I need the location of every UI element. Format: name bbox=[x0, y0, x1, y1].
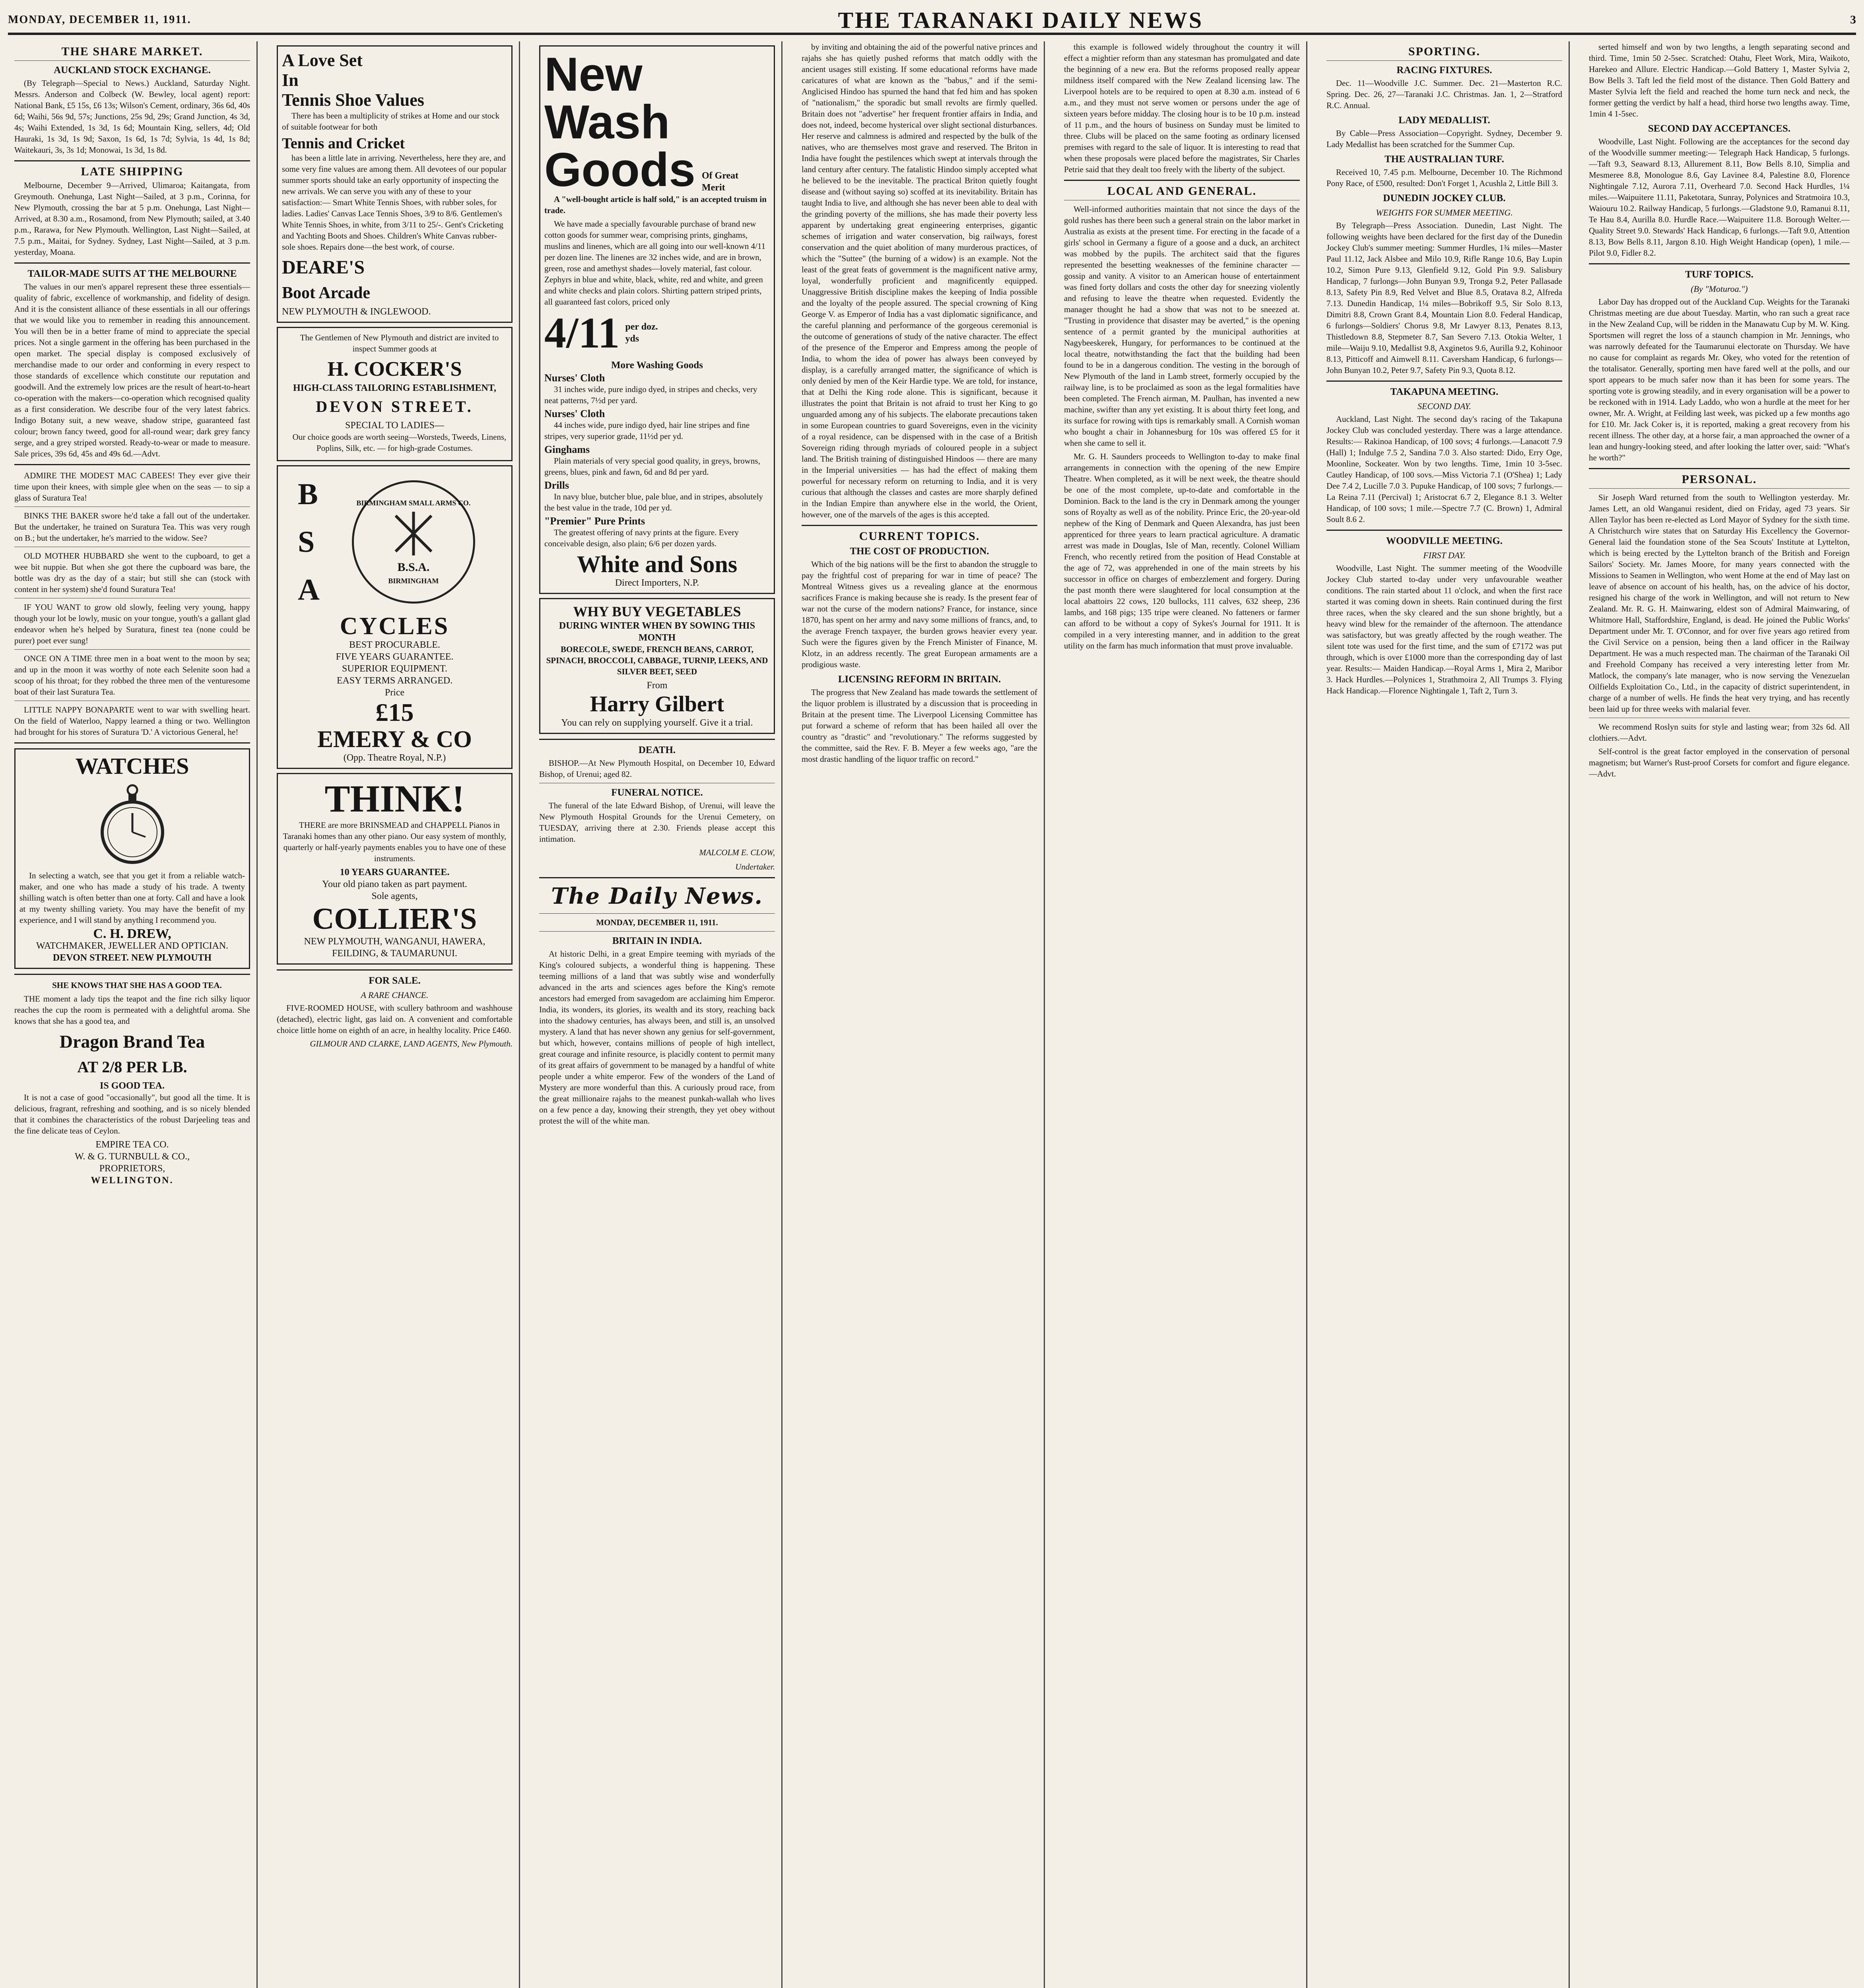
personal-text: Sir Joseph Ward returned from the south to Wellington yesterday. Mr. James Lett, an old Wanganui resident, died on Friday, aged 73 years. Sir Allen Taylor has been re-elected as Lord Mayor of Sydney for the sixth time. A Christchurch wire states that on Saturday His Excellency the Governor-General laid the foundation stone of the Sea Scouts' Institute at Lyttelton, which is being erected by the Lyttelton branch of the British and Foreign Sailors' Society. Mr. James Moore, for many years connected with the Missions to Seamen in Wellington, who went Home at the end of May last on leave of absence on account of his health, has, on the advice of his doctor, resigned his charge of the work in Wellington, and will not return to New Zealand. Mr. R. G. H. Mainwaring, eldest son of Admiral Mainwaring, of Whitmore Hall, Staffordshire, England, is dead. He joined the Public Works' Department under Mr. T. O'Connor, and for over five years ago retired from the Civil Service on a pension, being then a land officer in the Railway Department. He was a much respected man. The chairman of the Taranaki Oil and Freehold Company has received a very interesting letter from Mr. Matlock, the company's late manager, who is now serving the Venezuelan Oilfields Exploitation Co., Ltd., in the capacity of district superintendent, in charge of a number of wells. He finds the heat very trying, and has recently been laid up for three weeks with malarial fever. bbox=[1589, 493, 1850, 714]
suratura-verse-4: IF YOU WANT to grow old slowly, feeling very young, happy though your lot be lowly, music on your tongue, youth's a gallant glad endeavor when he's helped by Suratura, finest tea (none could be purer) poet ever sung! bbox=[14, 602, 250, 645]
dragon-tea-good: IS GOOD TEA. bbox=[100, 1081, 165, 1091]
racing-fixtures-text: Dec. 11—Woodville J.C. Summer. Dec. 21—Masterton R.C. Spring. Dec. 26, 27—Taranaki J.C. Christmas. Jan. 1, 2—Stratford R.C. Annual. bbox=[1326, 78, 1562, 110]
shipping-heading: LATE SHIPPING bbox=[81, 165, 184, 178]
wash-line-1: New bbox=[544, 48, 643, 101]
white-and-sons-advert bbox=[539, 45, 775, 594]
pocket-watch-icon bbox=[99, 781, 166, 865]
deare-location: NEW PLYMOUTH & INGLEWOOD. bbox=[282, 307, 431, 317]
editorial-date: MONDAY, DECEMBER 11, 1911. bbox=[596, 918, 718, 927]
suratura-verse-2: BINKS THE BAKER swore he'd take a fall out of the undertaker. But the undertaker, he trained on Suratura Tea. This was very rough on B.; but the undertaker, he's married to the widow. See? bbox=[14, 511, 250, 543]
empire-tea-1: EMPIRE TEA CO. bbox=[95, 1140, 169, 1150]
column-1 bbox=[8, 41, 258, 1988]
emery-name: EMERY & CO bbox=[317, 726, 472, 752]
personal-heading: PERSONAL. bbox=[1681, 473, 1757, 486]
masthead bbox=[8, 7, 1856, 35]
wash-line-3: Goods bbox=[544, 143, 695, 196]
turf-topics-byline: (By "Moturoa.") bbox=[1691, 284, 1748, 294]
nurses-cloth-1-text: 31 inches wide, pure indigo dyed, in stripes and checks, very neat patterns, 7½d per yard. bbox=[544, 384, 757, 405]
bsa-letter-a: A bbox=[298, 573, 320, 606]
column-3 bbox=[533, 41, 782, 1988]
dragon-tea-heading: Dragon Brand Tea bbox=[59, 1031, 205, 1052]
emery-address: (Opp. Theatre Royal, N.P.) bbox=[343, 753, 446, 763]
drew-name: C. H. DREW, bbox=[93, 926, 171, 941]
suratura-verse-3: OLD MOTHER HUBBARD she went to the cupboard, to get a wee bit nuppie. But when she got there the cupboard was bare, the bottle was dry as the day of a stair; but still she can (stock with content in her system) she'd found Suratura Tea! bbox=[14, 551, 250, 594]
local-general-text-2: Mr. G. H. Saunders proceeds to Wellington to-day to make final arrangements in connection with the opening of the new Empire Theatre. When completed, as it will be next week, the theatre should be one of the most complete, up-to-date and comfortable in the Dominion. Back to the land is the cry in Denmark among the younger sons of Royalty as well as of the nobility. Prince Eric, the 20-year-old nephew of the King of Denmark and Queen Alexandra, has just been apprenticed for three years to learn practical agriculture. A dramatic arrest was made in Douglas, Isle of Man, recently. Colonel William French, who recently retired from the position of Head Constable at the age of 72, was apprehended in one of the main streets by his successor in office on charges of embezzlement and forgery. During the past month there were slaughtered for local consumption at the local abattoirs 22 cows, 120 bullocks, 111 calves, 632 sheep, 236 lambs, and 168 pigs; 135 tripe were cleaned. No fatteners or farmer can afford to be without a copy of Sykes's Journal for 1911. It is compiled in a very interesting manner, and in addition to the great utility on the farm has much information that must prove invaluable. bbox=[1064, 452, 1300, 650]
local-general-heading: LOCAL AND GENERAL. bbox=[1107, 184, 1257, 198]
tea-text: THE moment a lady tips the teapot and the fine rich silky liquor reaches the cup the room is permeated with a delightful aroma. She knows that she has a good tea, and bbox=[14, 994, 250, 1026]
funeral-heading: FUNERAL NOTICE. bbox=[611, 787, 703, 798]
cost-of-production-heading: THE COST OF PRODUCTION. bbox=[850, 546, 989, 557]
cocker-intro: The Gentlemen of New Plymouth and district are invited to inspect Summer goods at bbox=[300, 333, 499, 353]
bsa-city-text: BIRMINGHAM bbox=[388, 577, 439, 585]
colliers-address: NEW PLYMOUTH, WANGANUI, HAWERA, FEILDING, & TAUMARUNUI. bbox=[304, 936, 485, 959]
funeral-signature-1: MALCOLM E. CLOW, bbox=[699, 848, 775, 857]
daily-news-nameplate: The Daily News. bbox=[551, 883, 763, 909]
britain-in-india-heading: BRITAIN IN INDIA. bbox=[612, 936, 702, 946]
wash-line-2: Wash bbox=[544, 95, 670, 149]
wash-tagline: A "well-bought article is half sold," is an accepted truism in trade. bbox=[544, 194, 767, 215]
suratura-verse-1: ADMIRE THE MODEST MAC CABEES! They ever give their time upon their knees, with simple glee when on the seas — to sip a glass of Suratura Tea! bbox=[14, 471, 250, 503]
funeral-text: The funeral of the late Edward Bishop, of Urenui, will leave the New Plymouth Hospital Grounds for the Urenui Cemetery, on TUESDAY, arriving there at 2.30. Friends please accept this intimation. bbox=[539, 801, 775, 844]
think-agents: Sole agents, bbox=[371, 891, 418, 901]
wash-text: We have made a specially favourable purchase of brand new cotton goods for summer wear, comprising prints, ginghams, muslins and linenes, which are all going into our well-known 4/11 per dozen line. The linenes are 32 inches wide, and are in brown, green, rose and amethyst shades—lovely material, fast colour. Zephyrs in blue and white, black, white, red and white, and green and white checks and plain colors. Shirting pattern striped prints, all guaranteed fast colors, priced only bbox=[544, 219, 766, 307]
lady-medallist-text: By Cable—Press Association—Copyright. Sydney, December 9. Lady Medallist has been scratched for the Summer Cup. bbox=[1326, 128, 1562, 149]
deare-arcade: Boot Arcade bbox=[282, 284, 371, 302]
tennis-cricket-text: has been a little late in arriving. Nevertheless, here they are, and some very fine values are among them. All devotees of our popular summer sports should take an early opportunity of inspecting the new arrivals. We can serve you with any of these to your satisfaction:— Smart White Tennis Shoes, with rubber soles, for ladies. Ladies' Canvas Lace Tennis Shoes, 3/9 to 8/6. Gentlemen's White Tennis Shoes, in white, from 3/11 to 25/-. Gent's Cricketing and Yachting Boots and Shoes. Children's White Canvas rubber-sole shoes. Repairs done—the best work, of course. bbox=[282, 153, 507, 252]
think-heading: THINK! bbox=[324, 777, 465, 820]
dunedin-weights-subheading: WEIGHTS FOR SUMMER MEETING. bbox=[1376, 208, 1513, 217]
takapuna-heading: TAKAPUNA MEETING. bbox=[1390, 386, 1499, 397]
britain-in-india-continued: by inviting and obtaining the aid of the powerful native princes and rajahs she has quietly pushed reforms that match oddly with the ancient usages still existing. If some educational reforms have made caricatures of what are known as the "babus," and if the semi-Anglicised Hindoo has spurned the hand that fed him and has spoken of "nationalism," the sporadic but small revolts are firmly quelled. Britain does not "advertise" her frequent frontier affairs in India, and does not, indeed, become hysterical over slight sectional disturbances. Her reserve and calmness is admired and respected by the bulk of the natives, who are themselves most grave and reserved. The Briton in India have fought the pestilences which swept at intervals through the land century after century. The fatalistic Hindoo simply accepted what he believed to be the inevitable. The practical Briton quietly fought disease and (without saying so) scoffed at its inevitability. Britain has taught India to live, and although she has never been able to deal with the grinding poverty of the millions, she has made their poverty less apparent by undertaking great engineering enterprises, gigantic schemes of irrigation and water conservation, big railways, forest conservation and the quiet abolition of many murderous practices, of which the "Suttee" (the burning of a widow) is an example. Not the least of the great feats of government is the magnificent native army, loyal, wonderfully proficient and magnificently equipped. Unaggressive British discipline makes the keeping of India possible and the loyalty of the people assured. The special crowning of King George V. as Emperor of India has a vast diplomatic significance, and the careful planning and performance of the gorgeous ceremonial is the outcome of generations of study of the native character. The effect of the presence of the Emperor and Empress among the people of India, to whom the idea of power has always been conveyed by display, is a carefully arranged matter, the significance of which is only denied by men of the Keir Hardie type. We are told, for instance, that at Delhi the King rode alone. This is significant, because it illustrates the point that Britain is not afraid to trust her King to go unguarded among any of his subjects. The elaborate precautions taken in some European countries to guard Sovereigns, even in the vicinity of a royal residence, can be dispensed with in the case of a British Sovereign riding through myriads of coloured people in a subject land. The British training of distinguished Hindoos — there are many in the Imperial universities — has had the effect of making them powerful for necessary reform on returning to India, and it is very curious that although the classes and castes are more sharply defined in the Indian Empire than anywhere else in the world, the Orient, however, one of the marvels of the ages is this accepted. bbox=[802, 42, 1037, 519]
bsa-ring-text: BIRMINGHAM SMALL ARMS CO. bbox=[356, 499, 471, 507]
for-sale-agent: GILMOUR AND CLARKE, LAND AGENTS, New Plymouth. bbox=[310, 1039, 513, 1048]
suratura-verse-6: LITTLE NAPPY BONAPARTE went to war with swelling heart. On the field of Waterloo, Nappy learned a thing or two. Wellington had brought for his stores of Suratura 'D.' A victorious General, he! bbox=[14, 705, 250, 737]
bsa-emblem bbox=[352, 480, 475, 604]
roslyn-advert-note: We recommend Roslyn suits for style and lasting wear; from 32s 6d. All clothiers.—Advt. bbox=[1589, 722, 1850, 743]
drew-address: DEVON STREET. NEW PLYMOUTH bbox=[52, 953, 212, 963]
dragon-tea-price: AT 2/8 PER LB. bbox=[77, 1058, 187, 1076]
racing-fixtures-heading: RACING FIXTURES. bbox=[1396, 65, 1492, 76]
funeral-signature-2: Undertaker. bbox=[735, 862, 775, 872]
sporting-heading: SPORTING. bbox=[1408, 45, 1481, 58]
vegetables-heading: WHY BUY VEGETABLES bbox=[573, 604, 741, 619]
vegetables-from: From bbox=[647, 680, 668, 691]
nurses-cloth-2-text: 44 inches wide, pure indigo dyed, hair line stripes and fine stripes, very superior grade, 11½d per yd. bbox=[544, 420, 750, 441]
love-set-line-1: A Love Set bbox=[282, 50, 363, 70]
bsa-centre-text: B.S.A. bbox=[397, 561, 430, 574]
bsa-advert bbox=[277, 465, 513, 769]
drills-heading: Drills bbox=[544, 480, 569, 491]
nurses-cloth-1-heading: Nurses' Cloth bbox=[544, 372, 605, 384]
think-text: THERE are more BRINSMEAD and CHAPPELL Pianos in Taranaki homes than any other piano. Our easy system of monthly, quarterly or half-yearly payments enables you to have one of these instruments. bbox=[283, 820, 507, 863]
for-sale-heading: FOR SALE. bbox=[369, 975, 421, 986]
think-old-piano: Your old piano taken as part payment. bbox=[322, 879, 467, 889]
ginghams-heading: Ginghams bbox=[544, 444, 590, 455]
wash-price-unit: per doz. yds bbox=[625, 322, 658, 344]
cocker-advert bbox=[277, 327, 513, 461]
crossed-rifles-icon bbox=[390, 510, 437, 557]
bsa-line-3: SUPERIOR EQUIPMENT. bbox=[342, 664, 447, 674]
acceptances-heading: SECOND DAY ACCEPTANCES. bbox=[1648, 123, 1791, 134]
licensing-reform-heading: LICENSING REFORM IN BRITAIN. bbox=[838, 674, 1001, 685]
drew-trade: WATCHMAKER, JEWELLER AND OPTICIAN. bbox=[36, 941, 229, 951]
empire-tea-3: PROPRIETORS, bbox=[99, 1163, 165, 1174]
tailor-heading: TAILOR-MADE SUITS AT THE MELBOURNE bbox=[27, 268, 237, 279]
empire-tea-4: WELLINGTON. bbox=[91, 1175, 174, 1186]
page-number: 3 bbox=[1850, 13, 1856, 26]
cost-of-production-text: Which of the big nations will be the first to abandon the struggle to pay the frightful cost of preparing for war in time of peace? The Montreal Witness gives us a revealing glance at the enormous sacrifices France is making because she is ready. Is the present fear of war not the curse of the modern nations? France, for instance, since 1870, has spent on her army and navy some millions of francs, and, to the average French taxpayer, the burden grows heavier every year. Such were the figures given by the French Minister of Finance, M. Klotz, in an address recently. The great European armaments are a prodigious waste. bbox=[802, 559, 1037, 669]
takapuna-subheading: SECOND DAY. bbox=[1417, 401, 1471, 411]
britain-in-india-text: At historic Delhi, in a great Empire teeming with myriads of the King's coloured subjects, a wonderful thing is happening. These teeming millions of a land that was subtly wise and wonderfully advanced in the arts and sciences ages before the King's remote ancestors had emerged from savagedom are acclaiming him Emperor. India, its wonders, its glories, its wealth and its story, reaching back into the shadowy centuries, has always been, and still is, an unsolved mystery. A land that has never shown any genius for self-government, but which, however, contains millions of people of high intellect, great courage and infinite resource, is placidly content to permit many of its great affairs of government to be managed by a handful of white people under a white emperor. Few of the wonders of the Land of Mystery are more wonderful than this. A curiously proud race, from the great millionaire rajahs to the meanest punkah-wallah who lives on a few pence a day, knowing their strength, they yet obey without protest the will of the white man. bbox=[539, 949, 775, 1126]
woodville-text: Woodville, Last Night. The summer meeting of the Woodville Jockey Club started to-day under very unfavourable weather conditions. The rain started about 11 o'clock, and when the first race started it was coming down in sheets. Rain continued during the first three races, when the sky cleared and the sun shone brightly, but a heavy wind blew for the remainder of the afternoon. The attendance was satisfactory, but was greatly affected by the rough weather. The silent tote was used for the first time, and the sum of £7172 was put through, which is over £1000 more than the corresponding day of last year. Results:— Maiden Handicap.—Royal Arms 1, Mira 2, Maribor 3. Hack Hurdles.—Polynices 1, Strathmoira 2, All Trumps 3. Flying Hack Handicap.—Florence Nightingale 1, Taft 2, Turn 3. bbox=[1326, 563, 1562, 695]
love-set-line-3: Tennis Shoe Values bbox=[282, 90, 424, 110]
think-guarantee: 10 YEARS GUARANTEE. bbox=[340, 867, 450, 878]
vegetables-rely: You can rely on supplying yourself. Give it a trial. bbox=[561, 718, 753, 728]
cocker-street: DEVON STREET. bbox=[316, 398, 474, 415]
death-heading: DEATH. bbox=[638, 745, 676, 755]
acceptances-text: Woodville, Last Night. Following are the acceptances for the second day of the Woodville summer meeting:— Telegraph Hack Handicap, 5 furlongs.—Taft 9.3, Seaward 8.13, Allurement 8.11, Bow Bells 8.10, Simplia and Mesmeree 8.8, Monologue 8.6, Gay Lavinee 8.4, Palestine 8.0, Florence Nightingale 7.12, Aurora 7.11, Overheard 7.0. Second Hack Hurdles, 1¼ miles.—Waipuitere 11.11, Paketotara, Sunray, Polynices and Stratmoira 10.3, Waiouru 10.2. Railway Handicap, 5 furlongs.—Gladstone 9.0, Ramanui 8.11, Te Hau 8.4, Aurilla 8.0. Hurdle Race.—Waipuitere 11.8. Borough Welter.—Quality Street 9.0. Stewards' Hack Handicap, 6 furlongs.—Taft 9.0, Attention 8.13, Bow Bells 8.11, Jargon 8.10. High Weight Handicap (open), 1 mile.—Pilot 9.0, Fidler 8.2. bbox=[1589, 137, 1850, 258]
dunedin-weights-text: By Telegraph—Press Association. Dunedin, Last Night. The following weights have been declared for the first day of the Dunedin Jockey Club's summer meeting: Summer Hurdles, 1¾ miles—Master Paul 11.12, Jack Alsbee and Milo 10.9, Rifle Range 10.6, Bay Lupin 10.2, Simon Pure 9.13, Glenfield 9.12, Gold Pin 9.9. Salisbury Handicap, 7 furlongs—John Bunyan 9.9, Tronga 9.2, Peter Pallasade 8.13, Safety Pin 8.9, Red Velvet and Blue 8.5, Oratava 8.2, Alfreda 7.13. Dunedin Handicap, 1¼ miles—Bobrikoff 9.5, Sir Solo 8.13, Dimitri 8.8, Crown Grant 8.4, Mountain Lion 8.0. Federal Handicap, 6 furlongs—Soldiers' Chorus 9.8, Mr Lawyer 8.13, Penates 8.13, Thistledown 8.8, Stepmeter 8.7, San Severo 7.13. Otokia Welter, 1 mile—Waiju 9.10, Medallist 9.8, Axginetos 9.6, Aurilla 9.2, Kohinoor 8.13, Pitticoff and Aimwell 8.11. Caversham Handicap, 6 furlongs—John Bunyan 10.2, Peter 9.7, Safety Pin 9.3, Quota 8.12. bbox=[1326, 221, 1562, 375]
bsa-cycles: CYCLES bbox=[340, 613, 450, 640]
tennis-cricket-heading: Tennis and Cricket bbox=[282, 135, 405, 152]
wash-of-great-merit: Of Great Merit bbox=[701, 171, 739, 193]
woodville-continued: serted himself and won by two lengths, a length separating second and third. Time, 1min 50 2-5sec. Scratched: Otahu, Fleet Work, Mira, Waikoto, Harekeo and Allure. Electric Handicap.—Gold Battery 1, Master Sylvia 2, Bow Bells 3. Taft led the field most of the distance. Then Gold Battery and Master Sylvia left the field and reached the home turn neck and neck, the former getting the verdict by half a head, third horse two lengths away. Time, 1min 4 1-5sec. bbox=[1589, 42, 1850, 118]
dunedin-jockey-club-heading: DUNEDIN JOCKEY CLUB. bbox=[1383, 193, 1506, 204]
tennis-shoe-advert bbox=[277, 45, 513, 323]
licensing-reform-continued: this example is followed widely throughout the country it will effect a mightier reform than any statesman has promulgated and date the beginning of a new era. But the reforms proposed really appear mildness itself compared with the New Zealand licensing law. The Liverpool hotels are to be required to open at 8.30 a.m. instead of 6 a.m., and they must not serve women or persons under the age of sixteen years before midday. The closing hour is to be 10 p.m. instead of 11 p.m., and the hours of business on Sunday must be limited to three. Clubs will be placed on the same footing as ordinary licensed premises with regard to the sale of liquor. It is interesting to read that when these proposals were placed before the magistrates, Sir Charles Petrie said that they dealt too freely with the liberty of the subject. bbox=[1064, 42, 1300, 174]
vegetables-list: BORECOLE, SWEDE, FRENCH BEANS, CARROT, SPINACH, BROCCOLI, CABBAGE, TURNIP, LEEKS, AND SILVER BEET, SEED bbox=[546, 645, 768, 676]
woodville-heading: WOODVILLE MEETING. bbox=[1386, 536, 1503, 546]
deare-name: DEARE'S bbox=[282, 257, 365, 278]
newspaper-title: THE TARANAKI DAILY NEWS bbox=[838, 7, 1204, 33]
shipping-text: Melbourne, December 9—Arrived, Ulimaroa; Kaitangata, from Greymouth. Onehunga, Last Night—Sailed, at 3 p.m., Corinna, for New Plymouth, crossing the bar at 5 p.m. Onehunga, Last Night—Arrived, at 8.30 a.m., Rosamond, from New Plymouth; sailed, at 3.40 p.m., Rarawa, for New Plymouth. Wellington, Last Night—Sailed, at 7.5 p.m., Maitai, for Sydney. Sydney, Last Night—Sailed, at 3 p.m. yesterday, Moana. bbox=[14, 181, 250, 257]
bsa-letter-b: B bbox=[298, 478, 318, 511]
drills-text: In navy blue, butcher blue, pale blue, and in stripes, absolutely the best value in the trade, 10d per yd. bbox=[544, 492, 763, 513]
lady-medallist-heading: LADY MEDALLIST. bbox=[1398, 115, 1490, 126]
cocker-special: SPECIAL TO LADIES— bbox=[345, 420, 444, 431]
for-sale-subheading: A RARE CHANCE. bbox=[361, 990, 429, 1000]
more-washing-goods: More Washing Goods bbox=[611, 360, 703, 371]
bsa-letter-s: S bbox=[298, 525, 315, 559]
local-general-text: Well-informed authorities maintain that not since the days of the gold rushes has there been such a general strain on the labor market in Australia as exists at the present time. For erecting in the facade of a girls' school in Germany a figure of a goose and a duck, an architect was mobbed by the pupils. The architect said that the figures represented the besetting weaknesses of the feminine character — gossip and vanity. A visitor to an American house of entertainment was fined forty dollars and costs the other day for sneezing violently and refusing to leave the theatre when requested. Evidently the manager thought he had a show that was not to be sneezed at. "Trusting in providence that disaster may be averted," is the opening sentence of a permit granted by the municipal authorities at Nagybeeskerek, Hungary, for performances to be continued at the local theatre, notwithstanding the fact that the building had been found to be in a dangerous condition. The vesting in the borough of New Plymouth of the land in Lamb street, formerly occupied by the railway line, is to be proclaimed as soon as the legal formalities have been completed. The French airman, M. Paulhan, has invented a new machine, swifter than any yet existing. It is about thirty feet long, and its surface for rowing with tips is remarkably small. A Cornish woman who bought a chair in Johannesburg for 10s was offered £5 for it when she came to sell it. bbox=[1064, 204, 1300, 448]
empire-tea-2: W. & G. TURNBULL & CO., bbox=[74, 1151, 190, 1162]
bsa-price: £15 bbox=[375, 698, 414, 726]
cocker-text: Our choice goods are worth seeing—Worsteds, Tweeds, Linens, Poplins, Silk, etc. — for high-grade Costumes. bbox=[292, 432, 507, 453]
harry-gilbert-name: Harry Gilbert bbox=[590, 692, 724, 716]
cocker-establishment: HIGH-CLASS TAILORING ESTABLISHMENT, bbox=[293, 383, 497, 393]
woodville-subheading: FIRST DAY. bbox=[1423, 550, 1466, 560]
love-set-line-2: In bbox=[282, 70, 299, 90]
column-5 bbox=[1058, 41, 1307, 1988]
nurses-cloth-2-heading: Nurses' Cloth bbox=[544, 408, 605, 419]
warner-advert-note: Self-control is the great factor employed in the conservation of personal magnetism; but Warner's Rust-proof Corsets for comfort and figure elegance.—Advt. bbox=[1589, 747, 1850, 779]
column-6 bbox=[1320, 41, 1570, 1988]
current-topics-heading: CURRENT TOPICS. bbox=[859, 530, 980, 543]
turf-topics-heading: TURF TOPICS. bbox=[1685, 269, 1753, 280]
wash-price: 4/11 bbox=[544, 309, 620, 357]
vegetables-advert bbox=[539, 598, 775, 734]
column-4 bbox=[795, 41, 1045, 1988]
vegetables-subheading: DURING WINTER WHEN BY SOWING THIS MONTH bbox=[559, 621, 755, 643]
suratura-verse-5: ONCE ON A TIME three men in a boat went to the moon by sea; and up in the moon it was worthy of note each Selenite soon had a scoop of his throat; for they robbed the three men of the venturesome boat of their last Suratura Tea. bbox=[14, 654, 250, 697]
watches-text: In selecting a watch, see that you get it from a reliable watch-maker, and one who has made a study of his trade. A twenty shilling watch is often better than one at forty. Call and have a look at my twenty shilling variety. You may have the benefit of my experience, and I will stand by anything I recommend you. bbox=[19, 871, 245, 925]
tea-headline: SHE KNOWS THAT SHE HAS A GOOD TEA. bbox=[52, 980, 222, 990]
column-2 bbox=[270, 41, 520, 1988]
bsa-line-4: EASY TERMS ARRANGED. bbox=[336, 676, 453, 686]
premier-prints-heading: "Premier" Pure Prints bbox=[544, 515, 645, 527]
issue-date: MONDAY, DECEMBER 11, 1911. bbox=[8, 14, 191, 26]
bsa-price-label: Price bbox=[384, 687, 405, 698]
watches-advert bbox=[14, 748, 250, 969]
white-and-sons-address: Direct Importers, N.P. bbox=[615, 578, 699, 588]
think-piano-advert bbox=[277, 773, 513, 965]
licensing-reform-text: The progress that New Zealand has made towards the settlement of the liquor problem is illustrated by a discussion that is proceeding in Britain at the present time. The Liverpool Licensing Committee has put forward a scheme of reform that has been hailed all over the country as "drastic" and "revolutionary." The reforms suggested by the committee, said the Rev. F. B. Meyer a few weeks ago, "are the most drastic handling of the liquor traffic on record." bbox=[802, 687, 1037, 764]
takapuna-text: Auckland, Last Night. The second day's racing of the Takapuna Jockey Club was concluded yesterday. There was a large attendance. Results:— Rakinoa Handicap, of 100 sovs; 4 furlongs.—Lanacott 7.9 (Hall) 1; Indulge 7.5 2, Sandina 7.0 3. Also started: Dido, Erry Oge, Moonline, Sockeater. Won by two lengths. Time, 1min 10 3-5sec. Cautley Handicap, of 100 sovs.—Miss Victoria 7.1 (O'Shea) 1; Lady Dee 7.4 2, Lucille 7.0 3. Pupuke Handicap, of 100 sovs; 7 furlongs.—La Reina 7.11 (Percival) 1; Aristocrat 6.7 2, Elegance 8.1 3. Welter Handicap, of 100 sovs; 1 mile.—Spectre 7.7 (C. Brown) 1, Admiral Soult 8.6 2. bbox=[1326, 414, 1562, 524]
bsa-line-2: FIVE YEARS GUARANTEE. bbox=[336, 652, 454, 662]
turf-topics-text: Labor Day has dropped out of the Auckland Cup. Weights for the Taranaki Christmas meeting are due about Tuesday. Martin, who ran such a great race in the New Zealand Cup, will be ridden in the Manawatu Cup by M. W. King. Sportsmen will regret the loss of a staunch champion in Mr. Jennings, who was narrowly defeated for the Taumarunui electorate on Thursday. We have no cause for complaint as regards Mr. Okey, who voted for the retention of the totalisator. Generally, sporting men have fared well at the polls, and our sport appears to be much safer now than it has been for some years. The sporting vote is growing steadily, and in every organisation will be a power to be reckoned with in 1914. Lady Laddo, who won a hurdle at the meet for her owner, Mr. A. Wright, at Feilding last week, was picked up a few months ago for £10. Mr. Jack Coker is, it is reported, making a great recovery from his recent illness. The other day, at a horse fair, a man approached the owner of a lean and hungry-looking steed, and after looking the latter over, said: "What's he worth?" bbox=[1589, 297, 1850, 462]
watches-heading: WATCHES bbox=[75, 753, 189, 779]
stock-exchange-subheading: AUCKLAND STOCK EXCHANGE. bbox=[54, 65, 211, 76]
dragon-tea-text: It is not a case of good "occasionally", but good all the time. It is delicious, fragrant, refreshing and soothing, and is so nicely blended that it combines the characteristics of the robust Darjeeling teas and the fine delicate teas of Ceylon. bbox=[14, 1093, 250, 1136]
share-market-heading: THE SHARE MARKET. bbox=[61, 45, 203, 58]
tennis-shoe-intro: There has been a multiplicity of strikes at Home and our stock of suitable footwear for both bbox=[282, 111, 500, 132]
tailor-text: The values in our men's apparel represent these three essentials—quality of fabric, excellence of workmanship, and fidelity of design. And it is the consistent alliance of these essentials in all our offerings that we would like you to remember in reading this announcement. You will then be in a better frame of mind to appreciate the special prices. Not a single garment in the offering has been purchased in the open market. The special display is composed exclusively of merchandise made to our order and conforming in every respect to those standards of excellence which constitute our reputation and goodwill. And the extremely low prices are the result of heart-to-heart co-operation with the makers—co-operation which recognised quality as a first consideration. We describe four of the very latest fabrics. Indigo Botany suit, a new weave, shadow stripe, guaranteed fast colour; brown fancy tweed, good for all-round wear; dark grey fancy serge, and a grey striped worsted. Ready-to-wear or made to measure. Sale prices, 39s 6d, 45s and 49s 6d.—Advt. bbox=[14, 282, 250, 458]
ginghams-text: Plain materials of very special good quality, in greys, browns, greens, blues, pink and fawn, 6d and 8d per yard. bbox=[544, 456, 760, 477]
australian-turf-heading: THE AUSTRALIAN TURF. bbox=[1384, 154, 1504, 165]
premier-prints-text: The greatest offering of navy prints at the figure. Every conceivable design, also plain; 6/6 per dozen yards. bbox=[544, 528, 739, 548]
share-market-text: (By Telegraph—Special to News.) Auckland, Saturday Night. Messrs. Anderson and Colbeck (W. Bewley, local agent) report: National Bank, £5 15s, £6 13s; Wilson's Cement, ordinary, 36s 6d, 40s 6d; Waihi, 56s 9d, 57s; Junctions, 25s 9d, 29s; Grand Junction, 4s 3d, 4s; Waihi Extended, 1s 3d, 1s 6d; Mountain King, sellers, 4d; Old Hauraki, 1s 3d, 1s 9d; Saxon, 1s 6d, 1s 7d; Sylvia, 1s 4d, 1s 8d; Waitekauri, 3s, 3s 1d; Monowai, 1s 3d, 1s 8d. bbox=[14, 78, 250, 155]
for-sale-text: FIVE-ROOMED HOUSE, with scullery bathroom and washhouse (detached), electric light, gas laid on. A convenient and comfortable choice little home on eighth of an acre, in healthy locality. Price £460. bbox=[277, 1003, 513, 1035]
australian-turf-text: Received 10, 7.45 p.m. Melbourne, December 10. The Richmond Pony Race, of £500, resulted: Don't Forget 1, Acushla 2, Little Bill 3. bbox=[1326, 167, 1562, 188]
white-and-sons-name: White and Sons bbox=[577, 551, 738, 577]
death-text: BISHOP.—At New Plymouth Hospital, on December 10, Edward Bishop, of Urenui; aged 82. bbox=[539, 758, 775, 779]
column-7 bbox=[1582, 41, 1856, 1988]
colliers-name: COLLIER'S bbox=[312, 902, 477, 936]
bsa-vertical-letters bbox=[282, 470, 320, 613]
cocker-name: H. COCKER'S bbox=[327, 358, 462, 381]
bsa-line-1: BEST PROCURABLE. bbox=[349, 640, 440, 650]
